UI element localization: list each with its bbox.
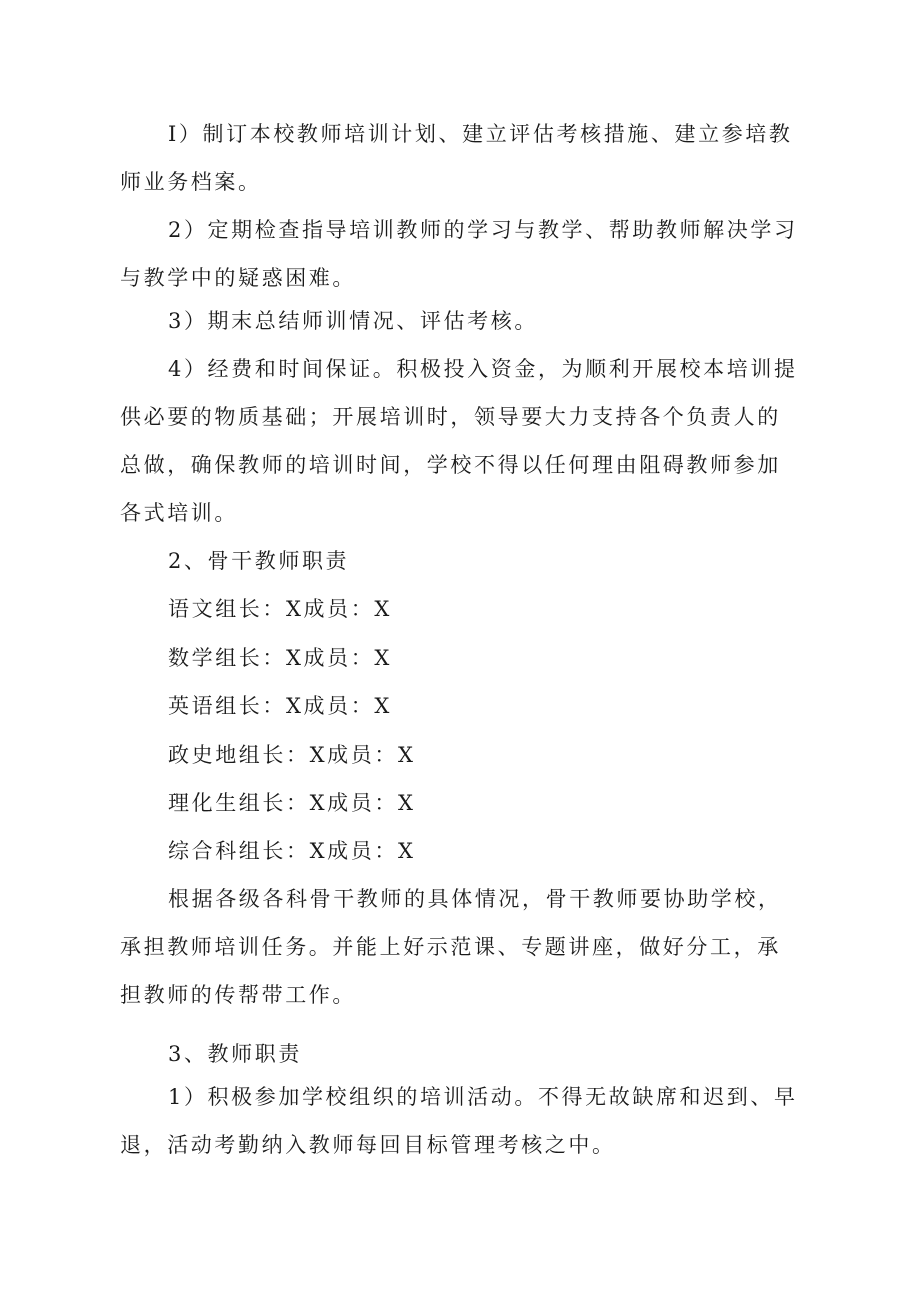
group-physics-chemistry-biology: 理化生组长：X成员：X xyxy=(168,791,416,815)
group-math: 数学组长：X成员：X xyxy=(168,646,392,670)
heading-backbone-teacher-duties: 2、骨干教师职责 xyxy=(168,549,350,573)
paragraph-backbone-duties: 根据各级各科骨干教师的具体情况，骨干教师要协助学校，承担教师培训任务。并能上好示范课、专题讲座，做好分工，承担教师的传帮带工作。 xyxy=(120,887,782,1007)
group-politics-history-geography: 政史地组长：X成员：X xyxy=(168,743,416,767)
paragraph-inspection: 2）定期检查指导培训教师的学习与教学、帮助教师解决学习与教学中的疑惑困难。 xyxy=(120,218,798,290)
paragraph-attendance: 1）积极参加学校组织的培训活动。不得无故缺席和迟到、早退，活动考勤纳入教师每回目标管理考核之中。 xyxy=(120,1085,798,1157)
paragraph-training-plan: I）制订本校教师培训计划、建立评估考核措施、建立参培教师业务档案。 xyxy=(120,122,793,194)
group-comprehensive: 综合科组长：X成员：X xyxy=(168,839,416,863)
paragraph-summary: 3）期末总结师训情况、评估考核。 xyxy=(168,309,538,333)
group-chinese: 语文组长：X成员：X xyxy=(168,597,392,621)
heading-teacher-duties: 3、教师职责 xyxy=(168,1042,302,1066)
group-english: 英语组长：X成员：X xyxy=(168,694,392,718)
paragraph-funding: 4）经费和时间保证。积极投入资金，为顺利开展校本培训提供必要的物质基础；开展培训时，领导要大力支持各个负责人的总做，确保教师的培训时间，学校不得以任何理由阻碍教师参加各式培训。 xyxy=(120,357,798,525)
